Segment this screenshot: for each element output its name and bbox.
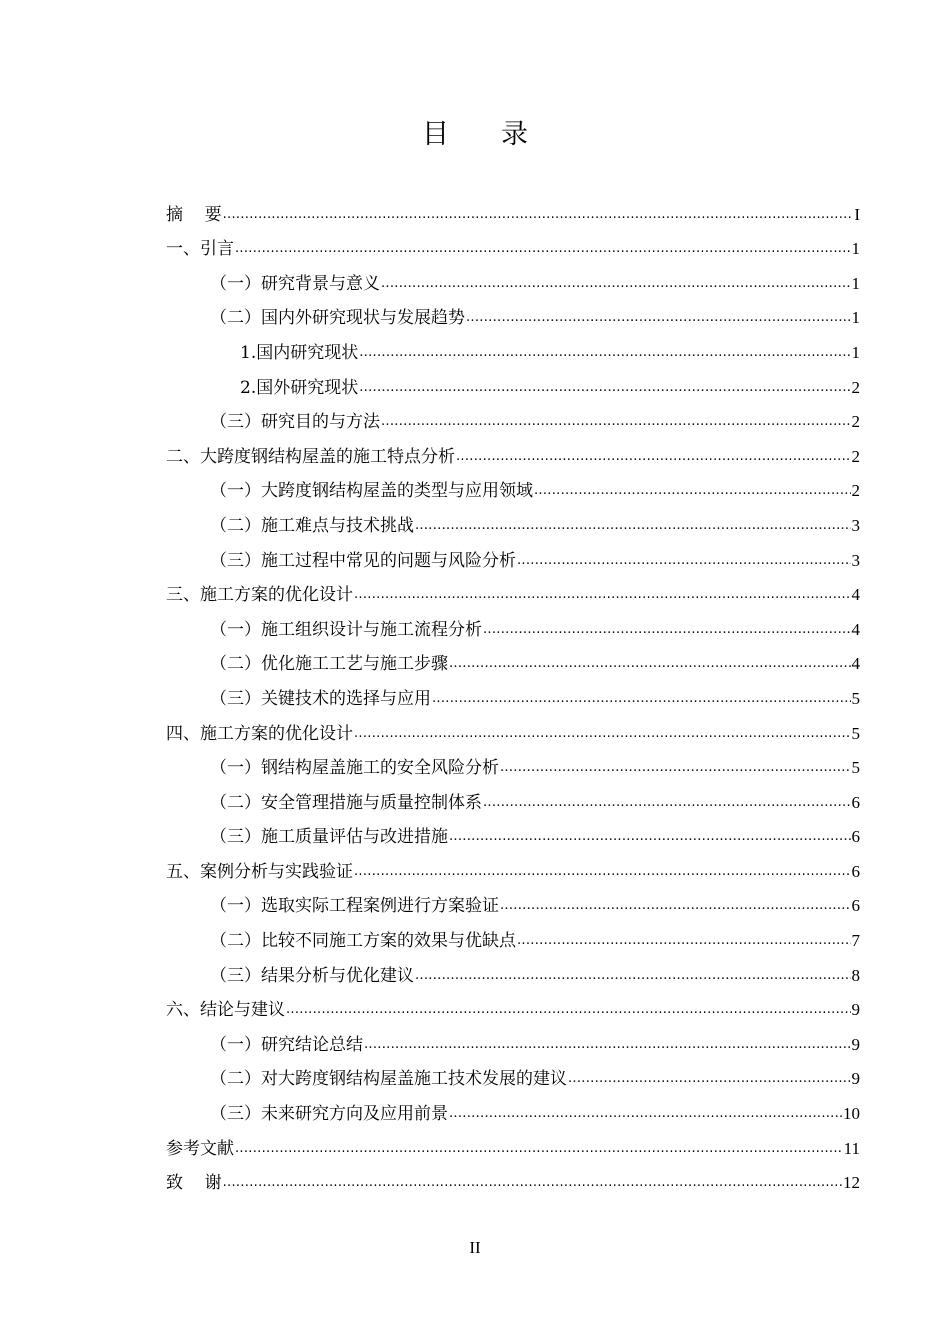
- table-of-contents: [166, 190, 860, 1193]
- toc-entry[interactable]: [166, 501, 860, 536]
- toc-entry-label: （二）施工难点与技术挑战: [210, 515, 414, 536]
- toc-entry-page: 7: [851, 931, 860, 951]
- toc-dot-leader: [568, 1069, 851, 1089]
- toc-dot-leader: [456, 447, 851, 467]
- toc-dot-leader: [466, 308, 851, 328]
- toc-entry-page: 6: [851, 827, 860, 847]
- toc-entry[interactable]: [166, 328, 860, 363]
- toc-dot-leader: [500, 896, 851, 916]
- toc-entry-label: 五、案例分析与实践验证: [166, 861, 353, 882]
- toc-entry-label: （一）钢结构屋盖施工的安全风险分析: [210, 758, 499, 779]
- toc-entry-page: 6: [851, 896, 860, 916]
- toc-entry-page: 12: [843, 1173, 860, 1193]
- toc-entry-label: （二）安全管理措施与质量控制体系: [210, 792, 482, 813]
- toc-entry-label: 致 谢: [166, 1173, 222, 1194]
- toc-entry[interactable]: [166, 294, 860, 329]
- toc-entry-label: （二）国内外研究现状与发展趋势: [210, 308, 465, 329]
- toc-entry-page: 4: [851, 619, 860, 639]
- toc-dot-leader: [223, 1173, 842, 1193]
- toc-entry[interactable]: [166, 259, 860, 294]
- toc-entry[interactable]: [166, 709, 860, 744]
- toc-entry-page: 5: [851, 723, 860, 743]
- toc-dot-leader: [517, 931, 851, 951]
- toc-entry-page: 5: [851, 688, 860, 708]
- toc-entry-page: 6: [851, 792, 860, 812]
- toc-entry-label: 一、引言: [166, 239, 234, 260]
- toc-entry-page: 1: [851, 239, 860, 259]
- toc-entry-page: 2: [851, 446, 860, 466]
- toc-entry-page: 10: [843, 1104, 860, 1124]
- toc-entry[interactable]: [166, 640, 860, 675]
- toc-entry[interactable]: [166, 882, 860, 917]
- toc-entry-label: 摘 要: [166, 204, 222, 225]
- toc-entry[interactable]: [166, 398, 860, 433]
- toc-entry[interactable]: [166, 1124, 860, 1159]
- toc-entry-label: 六、结论与建议: [166, 1000, 285, 1021]
- toc-entry-label: 参考文献: [166, 1138, 234, 1159]
- toc-entry-page: 4: [851, 654, 860, 674]
- toc-entry[interactable]: [166, 363, 860, 398]
- toc-dot-leader: [235, 1139, 843, 1159]
- toc-entry[interactable]: [166, 1055, 860, 1090]
- toc-entry-label: （三）研究目的与方法: [210, 412, 380, 433]
- toc-entry-page: 4: [851, 585, 860, 605]
- toc-entry-page: 2: [851, 412, 860, 432]
- toc-entry-page: 2: [851, 377, 860, 397]
- toc-entry-page: 5: [851, 758, 860, 778]
- toc-entry-page: 1: [851, 342, 860, 362]
- toc-entry-label: （二）对大跨度钢结构屋盖施工技术发展的建议: [210, 1069, 567, 1090]
- toc-entry-page: 3: [851, 515, 860, 535]
- toc-entry[interactable]: [166, 225, 860, 260]
- toc-entry[interactable]: [166, 1020, 860, 1055]
- page-number: II: [469, 1238, 481, 1257]
- toc-entry[interactable]: [166, 571, 860, 606]
- toc-entry[interactable]: [166, 951, 860, 986]
- toc-entry-label: 三、施工方案的优化设计: [166, 585, 353, 606]
- toc-entry[interactable]: [166, 847, 860, 882]
- toc-dot-leader: [286, 1000, 851, 1020]
- toc-entry-label: （三）关键技术的选择与应用: [210, 688, 431, 709]
- toc-entry-page: 8: [851, 965, 860, 985]
- toc-entry[interactable]: [166, 190, 860, 225]
- toc-dot-leader: [364, 1035, 851, 1055]
- toc-dot-leader: [483, 793, 851, 813]
- toc-entry-label: （一）研究结论总结: [210, 1034, 363, 1055]
- toc-dot-leader: [354, 862, 851, 882]
- toc-entry-page: 1: [851, 273, 860, 293]
- toc-entry-page: 3: [851, 550, 860, 570]
- toc-entry[interactable]: [166, 744, 860, 779]
- toc-entry-page: 2: [851, 481, 860, 501]
- toc-entry[interactable]: [166, 778, 860, 813]
- toc-dot-leader: [483, 620, 851, 640]
- toc-entry[interactable]: [166, 467, 860, 502]
- toc-entry[interactable]: [166, 986, 860, 1021]
- toc-entry[interactable]: [166, 1089, 860, 1124]
- toc-entry-label: （二）优化施工工艺与施工步骤: [210, 654, 448, 675]
- toc-entry-page: 9: [851, 1034, 860, 1054]
- toc-entry-label: （三）未来研究方向及应用前景: [210, 1104, 448, 1125]
- toc-dot-leader: [449, 1104, 842, 1124]
- toc-entry[interactable]: [166, 605, 860, 640]
- toc-entry-page: 9: [851, 1069, 860, 1089]
- toc-dot-leader: [381, 412, 851, 432]
- toc-entry-page: 6: [851, 861, 860, 881]
- toc-entry[interactable]: [166, 813, 860, 848]
- toc-dot-leader: [354, 585, 851, 605]
- toc-entry-label: （二）比较不同施工方案的效果与优缺点: [210, 931, 516, 952]
- toc-entry-label: （三）施工过程中常见的问题与风险分析: [210, 550, 516, 571]
- toc-dot-leader: [449, 827, 851, 847]
- toc-entry-label: （一）选取实际工程案例进行方案验证: [210, 896, 499, 917]
- toc-entry-label: 1.国内研究现状: [240, 342, 359, 363]
- toc-entry-page: 9: [851, 1000, 860, 1020]
- page-title: 目录: [422, 119, 580, 150]
- toc-entry-page: I: [854, 204, 860, 224]
- toc-entry-label: （一）施工组织设计与施工流程分析: [210, 619, 482, 640]
- toc-entry-label: （一）大跨度钢结构屋盖的类型与应用领域: [210, 481, 533, 502]
- toc-entry-label: （一）研究背景与意义: [210, 273, 380, 294]
- toc-dot-leader: [223, 205, 854, 225]
- toc-dot-leader: [449, 654, 851, 674]
- toc-dot-leader: [534, 481, 851, 501]
- toc-entry[interactable]: [166, 674, 860, 709]
- toc-dot-leader: [359, 378, 850, 398]
- toc-dot-leader: [517, 551, 851, 571]
- toc-entry-label: 二、大跨度钢结构屋盖的施工特点分析: [166, 446, 455, 467]
- toc-dot-leader: [235, 239, 851, 259]
- toc-entry-page: 11: [843, 1138, 860, 1158]
- toc-entry-label: 2.国外研究现状: [240, 377, 359, 398]
- toc-entry-label: 四、施工方案的优化设计: [166, 723, 353, 744]
- toc-dot-leader: [415, 966, 851, 986]
- toc-entry[interactable]: [166, 916, 860, 951]
- toc-dot-leader: [415, 516, 851, 536]
- toc-entry-label: （三）施工质量评估与改进措施: [210, 827, 448, 848]
- toc-entry-label: （三）结果分析与优化建议: [210, 965, 414, 986]
- toc-entry[interactable]: [166, 1159, 860, 1194]
- toc-dot-leader: [359, 343, 850, 363]
- toc-dot-leader: [432, 689, 851, 709]
- toc-dot-leader: [381, 274, 851, 294]
- toc-entry-page: 1: [851, 308, 860, 328]
- toc-dot-leader: [354, 724, 851, 744]
- toc-entry[interactable]: [166, 536, 860, 571]
- toc-entry[interactable]: [166, 432, 860, 467]
- toc-dot-leader: [500, 758, 851, 778]
